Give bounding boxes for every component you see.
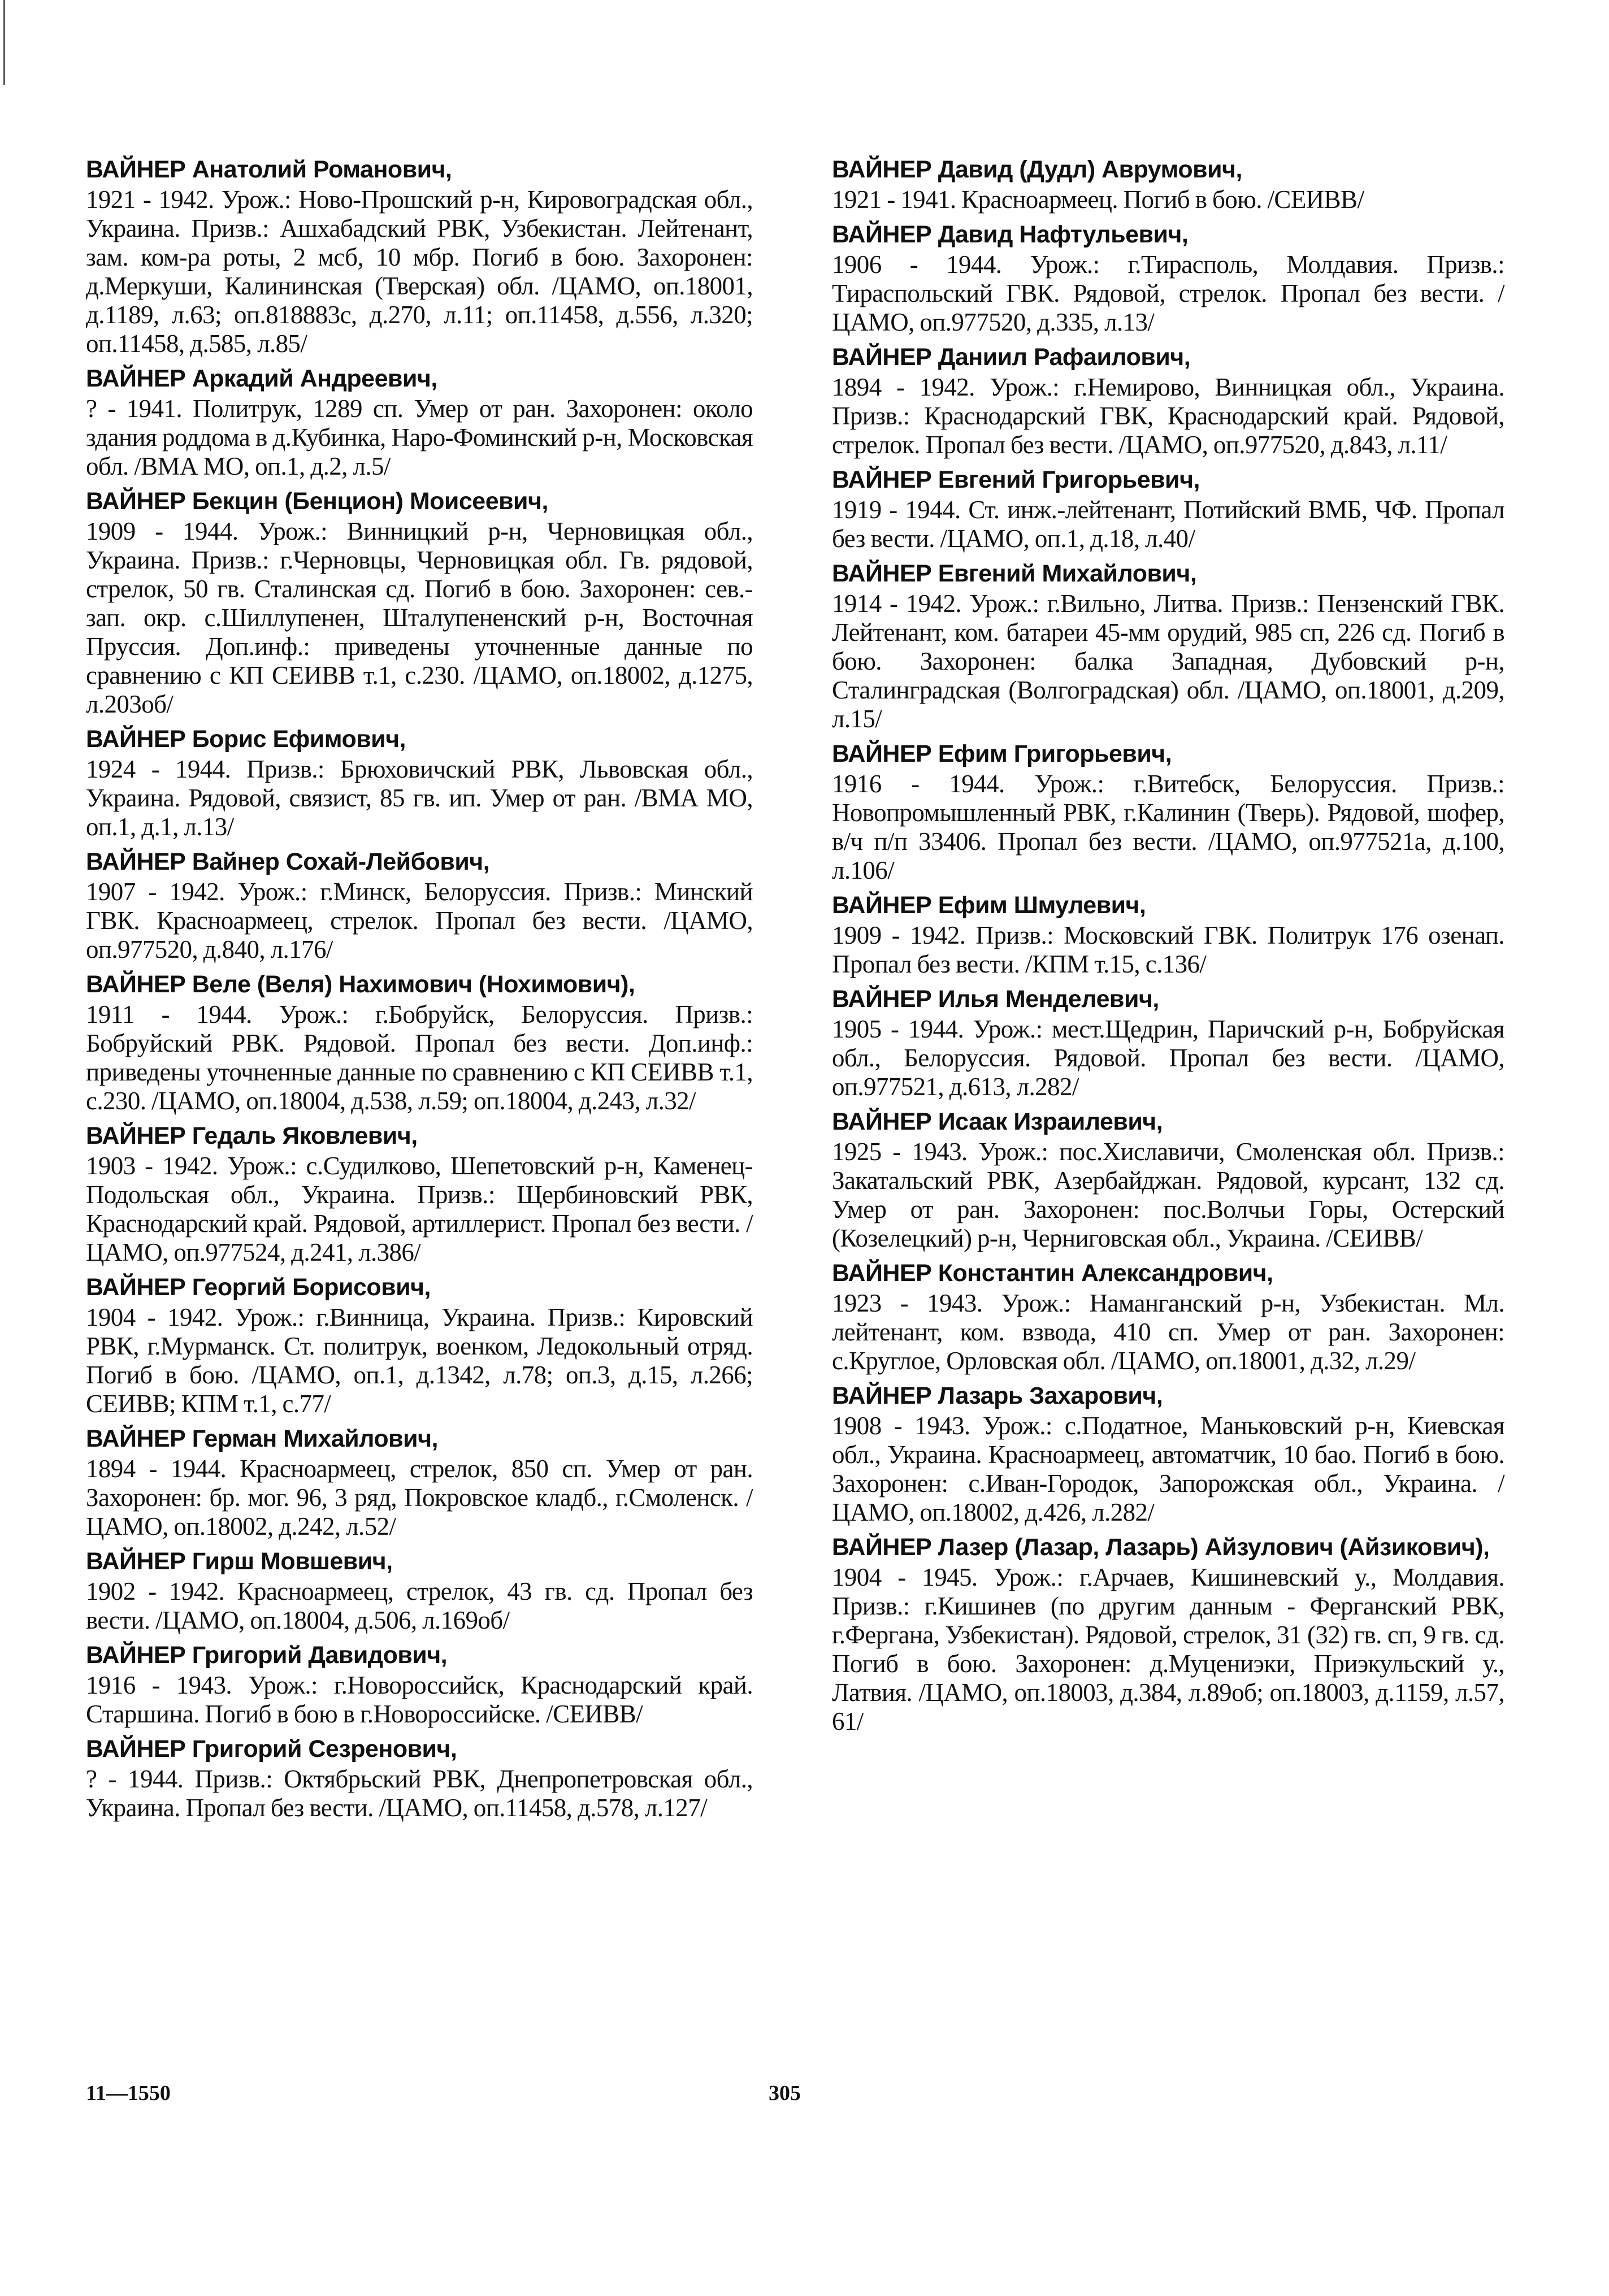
- entry: [86, 485, 753, 719]
- entry: [86, 154, 753, 358]
- entry-text: 1919 - 1944. Ст. инж.-лейтенант, Потийский ВМБ, ЧФ. Пропал без вести. /ЦАМО, оп.1, д.18, л.40/: [832, 496, 1504, 553]
- entry-text: 1907 - 1942. Урож.: г.Минск, Белоруссия. Призв.: Минский ГВК. Красноармеец, стрелок. Пропал без вести. /ЦАМО, оп.977520, д.840, л.176/: [86, 878, 753, 963]
- entry: [86, 1271, 753, 1418]
- scan-border: [3, 0, 5, 85]
- entry-name: ВАЙНЕР Давид (Дудл) Аврумович,: [832, 156, 1242, 183]
- entry: [832, 154, 1504, 214]
- entry-text: 1911 - 1944. Урож.: г.Бобруйск, Белоруссия. Призв.: Бобруйский РВК. Рядовой. Пропал без вести. Доп.инф.: приведены уточненные данные по сравнению с КП СЕИВВ т.1, с.230. /ЦАМО, оп.18004, д.538, л.59; оп.18004, д.243, л.32/: [86, 1000, 753, 1115]
- entry-text: 1914 - 1942. Урож.: г.Вильно, Литва. Призв.: Пензенский ГВК. Лейтенант, ком. батареи 45-мм орудий, 985 сп, 226 сд. Погиб в бою. Захоронен: балка Западная, Дубовский р-н, Сталинградская (Волгоградская) обл. /ЦАМО, оп.18001, д.209, л.15/: [832, 589, 1504, 733]
- entry-text: 1925 - 1943. Урож.: пос.Хиславичи, Смоленская обл. Призв.: Закатальский РВК, Азербайджан. Рядовой, курсант, 132 сд. Умер от ран. Захоронен: пос.Волчьи Горы, Остерский (Козелецкий) р-н, Черниговская обл., Украина. /СЕИВВ/: [832, 1138, 1504, 1252]
- entry: [832, 1531, 1504, 1736]
- entry: [86, 1733, 753, 1822]
- entry-name: ВАЙНЕР Илья Менделевич,: [832, 986, 1159, 1013]
- entry-text: 1894 - 1942. Урож.: г.Немирово, Винницкая обл., Украина. Призв.: Краснодарский ГВК, Краснодарский край. Рядовой, стрелок. Пропал без вести. /ЦАМО, оп.977520, д.843, л.11/: [832, 373, 1504, 459]
- entry-text: ? - 1941. Политрук, 1289 сп. Умер от ран. Захоронен: около здания роддома в д.Кубинка, Наро-Фоминский р-н, Московская обл. /ВМА МО, оп.1, д.2, л.5/: [86, 394, 753, 480]
- entry-name: ВАЙНЕР Вайнер Сохай-Лейбович,: [86, 848, 490, 875]
- entry-name: ВАЙНЕР Веле (Веля) Нахимович (Нохимович),: [86, 971, 635, 998]
- entry-text: 1921 - 1942. Урож.: Ново-Прошский р-н, Кировоградская обл., Украина. Призв.: Ашхабадский РВК, Узбекистан. Лейтенант, зам. ком-ра роты, 2 мсб, 10 мбр. Погиб в бою. Захоронен: д.Меркуши, Калининская (Тверская) обл. /ЦАМО, оп.18001, д.1189, л.63; оп.818883с, д.270, л.11; оп.11458, д.556, л.320; оп.11458, д.585, л.85/: [86, 185, 753, 358]
- entry-name: ВАЙНЕР Бекцин (Бенцион) Моисеевич,: [86, 488, 548, 515]
- page-number: 305: [769, 2081, 801, 2105]
- entry-text: 1924 - 1944. Призв.: Брюховичский РВК, Львовская обл., Украина. Рядовой, связист, 85 гв. ип. Умер от ран. /ВМА МО, оп.1, д.1, л.13/: [86, 755, 753, 841]
- entry-text: ? - 1944. Призв.: Октябрьский РВК, Днепропетровская обл., Украина. Пропал без вести. /ЦАМО, оп.11458, д.578, л.127/: [86, 1765, 753, 1822]
- entry-text: 1903 - 1942. Урож.: с.Судилково, Шепетовский р-н, Каменец-Подольская обл., Украина. Призв.: Щербиновский РВК, Краснодарский край. Рядовой, артиллерист. Пропал без вести. /ЦАМО, оп.977524, д.241, л.386/: [86, 1152, 753, 1266]
- entry-name: ВАЙНЕР Лазарь Захарович,: [832, 1382, 1163, 1409]
- entry: [86, 723, 753, 841]
- entry: [832, 1106, 1504, 1253]
- entry-text: 1921 - 1941. Красноармеец. Погиб в бою. /СЕИВВ/: [832, 185, 1364, 214]
- entry-text: 1902 - 1942. Красноармеец, стрелок, 43 гв. сд. Пропал без вести. /ЦАМО, оп.18004, д.506, л.169об/: [86, 1577, 753, 1634]
- entry-name: ВАЙНЕР Григорий Сезренович,: [86, 1735, 457, 1763]
- entry: [86, 363, 753, 481]
- entry: [86, 1120, 753, 1267]
- entry-text: 1906 - 1944. Урож.: г.Тирасполь, Молдавия. Призв.: Тираспольский ГВК. Рядовой, стрелок. Пропал без вести. /ЦАМО, оп.977520, д.335, л.13/: [832, 250, 1504, 336]
- entry-text: 1923 - 1943. Урож.: Наманганский р-н, Узбекистан. Мл. лейтенант, ком. взвода, 410 сп. Умер от ран. Захоронен: с.Круглое, Орловская обл. /ЦАМО, оп.18001, д.32, л.29/: [832, 1289, 1504, 1375]
- entry-name: ВАЙНЕР Георгий Борисович,: [86, 1274, 431, 1301]
- entry-name: ВАЙНЕР Герман Михайлович,: [86, 1425, 438, 1452]
- entry: [832, 983, 1504, 1101]
- entry-name: ВАЙНЕР Анатолий Романович,: [86, 156, 452, 183]
- printer-signature: 11—1550: [86, 2081, 171, 2105]
- entry: [832, 1257, 1504, 1375]
- left-column: [86, 154, 753, 1827]
- entry-text: 1916 - 1943. Урож.: г.Новороссийск, Краснодарский край. Старшина. Погиб в бою в г.Новороссийске. /СЕИВВ/: [86, 1671, 753, 1728]
- entry: [832, 738, 1504, 885]
- entry: [832, 219, 1504, 337]
- entry-name: ВАЙНЕР Евгений Михайлович,: [832, 560, 1197, 587]
- entry: [86, 1546, 753, 1635]
- entry-name: ВАЙНЕР Гирш Мовшевич,: [86, 1548, 393, 1575]
- entry: [86, 1639, 753, 1729]
- entry-text: 1904 - 1942. Урож.: г.Винница, Украина. Призв.: Кировский РВК, г.Мурманск. Ст. политрук, военком, Ледокольный отряд. Погиб в бою. /ЦАМО, оп.1, д.1342, л.78; оп.3, д.15, л.266; СЕИВВ; КПМ т.1, с.77/: [86, 1303, 753, 1418]
- entry: [832, 341, 1504, 459]
- entry: [832, 464, 1504, 553]
- entry-text: 1894 - 1944. Красноармеец, стрелок, 850 сп. Умер от ран. Захоронен: бр. мог. 96, 3 ряд, Покровское кладб., г.Смоленск. /ЦАМО, оп.18002, д.242, л.52/: [86, 1455, 753, 1540]
- right-column: [832, 154, 1504, 1741]
- entry-name: ВАЙНЕР Евгений Григорьевич,: [832, 466, 1200, 493]
- entry: [832, 889, 1504, 979]
- entry-name: ВАЙНЕР Гедаль Яковлевич,: [86, 1122, 418, 1149]
- entry: [86, 1423, 753, 1541]
- entry-text: 1909 - 1942. Призв.: Московский ГВК. Политрук 176 озенап. Пропал без вести. /КПМ т.15, с.136/: [832, 921, 1504, 978]
- entry-name: ВАЙНЕР Давид Нафтульевич,: [832, 221, 1189, 248]
- entry: [832, 1380, 1504, 1527]
- entry-name: ВАЙНЕР Борис Ефимович,: [86, 726, 406, 753]
- entry-name: ВАЙНЕР Григорий Давидович,: [86, 1642, 448, 1669]
- entry-name: ВАЙНЕР Исаак Израилевич,: [832, 1108, 1163, 1135]
- entry-text: 1905 - 1944. Урож.: мест.Щедрин, Паричский р-н, Бобруйская обл., Белоруссия. Рядовой. Пропал без вести. /ЦАМО, оп.977521, д.613, л.282/: [832, 1015, 1504, 1101]
- entry-name: ВАЙНЕР Константин Александрович,: [832, 1260, 1273, 1287]
- entry-text: 1904 - 1945. Урож.: г.Арчаев, Кишиневский у., Молдавия. Призв.: г.Кишинев (по другим данным - Ферганский РВК, г.Фергана, Узбекистан). Рядовой, стрелок, 31 (32) гв. сп, 9 гв. сд. Погиб в бою. Захоронен: д.Муцениэки, Приэкульский у., Латвия. /ЦАМО, оп.18003, д.384, л.89об; оп.18003, д.1159, л.57, 61/: [832, 1563, 1504, 1735]
- entry-name: ВАЙНЕР Ефим Григорьевич,: [832, 740, 1172, 767]
- entry-name: ВАЙНЕР Лазер (Лазар, Лазарь) Айзулович (Айзикович),: [832, 1534, 1490, 1561]
- entry: [86, 846, 753, 964]
- entry: [832, 558, 1504, 733]
- entry-name: ВАЙНЕР Даниил Рафаилович,: [832, 344, 1191, 371]
- entry: [86, 969, 753, 1116]
- entry-name: ВАЙНЕР Ефим Шмулевич,: [832, 892, 1146, 919]
- entry-text: 1908 - 1943. Урож.: с.Податное, Маньковский р-н, Киевская обл., Украина. Красноармеец, автоматчик, 10 бао. Погиб в бою. Захоронен: с.Иван-Городок, Запорожская обл., Украина. /ЦАМО, оп.18002, д.426, л.282/: [832, 1412, 1504, 1526]
- entry-text: 1909 - 1944. Урож.: Винницкий р-н, Черновицкая обл., Украина. Призв.: г.Черновцы, Черновицкая обл. Гв. рядовой, стрелок, 50 гв. Сталинская сд. Погиб в бою. Захоронен: сев.-зап. окр. с.Шиллупенен, Шталупененский р-н, Восточная Пруссия. Доп.инф.: приведены уточненные данные по сравнению с КП СЕИВВ т.1, с.230. /ЦАМО, оп.18002, д.1275, л.203об/: [86, 517, 753, 718]
- entry-text: 1916 - 1944. Урож.: г.Витебск, Белоруссия. Призв.: Новопромышленный РВК, г.Калинин (Тверь). Рядовой, шофер, в/ч п/п 33406. Пропал без вести. /ЦАМО, оп.977521а, д.100, л.106/: [832, 770, 1504, 884]
- entry-name: ВАЙНЕР Аркадий Андреевич,: [86, 365, 437, 392]
